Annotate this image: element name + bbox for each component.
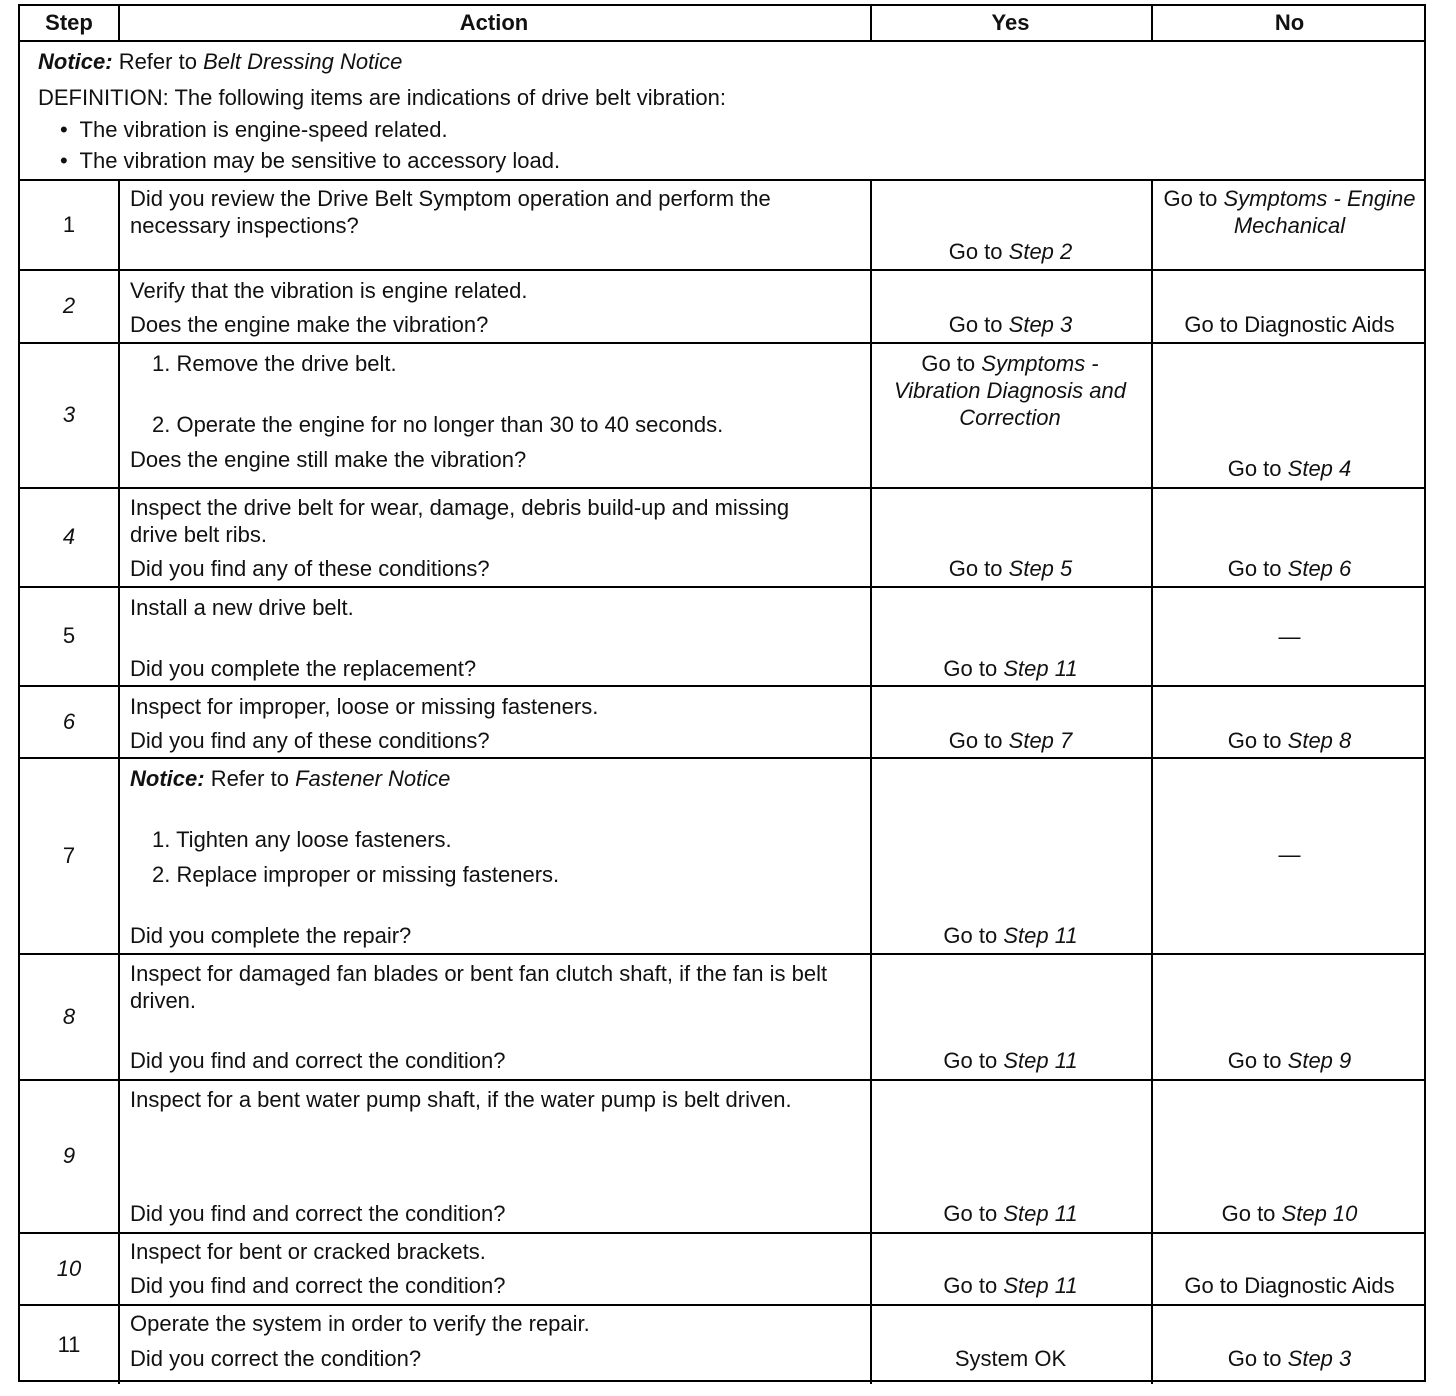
notice-line: Notice: Refer to Fastener Notice — [130, 766, 451, 791]
rule — [20, 685, 1424, 687]
question-text: Did you complete the repair? — [130, 923, 412, 948]
step-number: 8 — [62, 1003, 76, 1029]
no-result: Go to Diagnostic Aids — [1184, 1273, 1395, 1298]
step-number: 11 — [57, 1331, 81, 1357]
step-number: 3 — [62, 402, 76, 427]
rule — [20, 953, 1424, 955]
yes-result: Go to Step 2 — [948, 239, 1073, 264]
no-result: — — [1278, 624, 1301, 649]
list-item: 1. Remove the drive belt. — [152, 351, 397, 376]
no-result: Go to Step 4 — [1227, 456, 1352, 481]
rule — [20, 757, 1424, 759]
question-text: Did you complete the replacement? — [130, 656, 477, 681]
yes-result: Go to Step 11 — [943, 1273, 1078, 1298]
question-text: Does the engine still make the vibration? — [130, 447, 527, 472]
rule — [20, 487, 1424, 489]
notice-label: Notice: — [38, 49, 113, 74]
header-step: Step — [45, 10, 93, 35]
question-text: Did you find and correct the condition? — [130, 1048, 506, 1073]
step-number: 1 — [62, 211, 76, 237]
yes-result: Go to Step 11 — [943, 923, 1078, 948]
step-number: 6 — [62, 708, 76, 734]
list-item: 2. Replace improper or missing fasteners. — [152, 862, 560, 887]
no-result: Go to Step 10 — [1221, 1201, 1358, 1226]
yes-result: System OK — [954, 1346, 1067, 1371]
action-text: Inspect the drive belt for wear, damage, debris build-up and missing drive belt ribs. — [130, 495, 790, 547]
step-number: 2 — [62, 293, 76, 318]
list-item: 2. Operate the engine for no longer than 30 to 40 seconds. — [152, 412, 724, 437]
notice-text: Refer to — [118, 49, 197, 74]
question-text: Did you find any of these conditions? — [130, 728, 490, 753]
action-text: Inspect for damaged fan blades or bent fan clutch shaft, if the fan is belt driven. — [130, 961, 828, 1013]
yes-result: Go to Step 3 — [948, 312, 1073, 337]
question-text: Did you correct the condition? — [130, 1346, 422, 1371]
rule — [20, 1304, 1424, 1306]
step-number: 9 — [62, 1143, 76, 1168]
notice-line — [38, 48, 402, 75]
rule — [20, 179, 1424, 181]
notice-ref: Belt Dressing Notice — [203, 49, 403, 74]
definition-bullet: • The vibration is engine-speed related. — [60, 117, 448, 142]
rule — [20, 1232, 1424, 1234]
header-action: Action — [459, 10, 529, 35]
step-number: 10 — [56, 1255, 82, 1281]
rule — [118, 179, 120, 1384]
yes-result: Go to Step 5 — [948, 556, 1073, 581]
yes-result: Go to Step 7 — [948, 728, 1073, 753]
no-result: Go to Step 9 — [1227, 1048, 1352, 1073]
step-number: 7 — [62, 842, 76, 868]
yes-result: Go to Step 11 — [943, 1048, 1078, 1073]
definition-text: DEFINITION: The following items are indications of drive belt vibration: — [38, 85, 726, 110]
yes-result: Go to Symptoms - Vibration Diagnosis and Correction — [894, 351, 1126, 430]
rule — [20, 40, 1424, 42]
rule — [20, 1079, 1424, 1081]
action-text: Operate the system in order to verify the repair. — [130, 1311, 590, 1336]
question-text: Did you find any of these conditions? — [130, 556, 490, 581]
question-text: Did you find and correct the condition? — [130, 1273, 506, 1298]
action-text: Inspect for a bent water pump shaft, if the water pump is belt driven. — [130, 1087, 792, 1112]
rule — [20, 342, 1424, 344]
no-result: Go to Step 6 — [1227, 556, 1352, 581]
no-result: Go to Diagnostic Aids — [1184, 312, 1395, 337]
action-text: Install a new drive belt. — [130, 595, 354, 620]
rule — [20, 269, 1424, 271]
step-number: 4 — [62, 524, 76, 549]
no-result: — — [1278, 842, 1301, 867]
action-text: Inspect for bent or cracked brackets. — [130, 1239, 486, 1264]
definition-bullet: • The vibration may be sensitive to accessory load. — [60, 148, 561, 173]
rule — [20, 586, 1424, 588]
question-text: Does the engine make the vibration? — [130, 312, 489, 337]
question-text: Did you find and correct the condition? — [130, 1201, 506, 1226]
action-text: Inspect for improper, loose or missing fasteners. — [130, 694, 599, 719]
no-result: Go to Step 8 — [1227, 728, 1352, 753]
no-result: Go to Symptoms - Engine Mechanical — [1163, 186, 1416, 238]
diagnostic-table — [18, 4, 1426, 1382]
header-no: No — [1274, 10, 1305, 35]
action-text: Did you review the Drive Belt Symptom operation and perform the necessary inspections? — [130, 186, 771, 238]
yes-result: Go to Step 11 — [943, 1201, 1078, 1226]
list-item: 1. Tighten any loose fasteners. — [152, 827, 452, 852]
action-text: Verify that the vibration is engine related. — [130, 278, 528, 303]
no-result: Go to Step 3 — [1227, 1346, 1352, 1371]
header-yes: Yes — [991, 10, 1030, 35]
step-number: 5 — [62, 623, 76, 648]
yes-result: Go to Step 11 — [943, 656, 1078, 681]
